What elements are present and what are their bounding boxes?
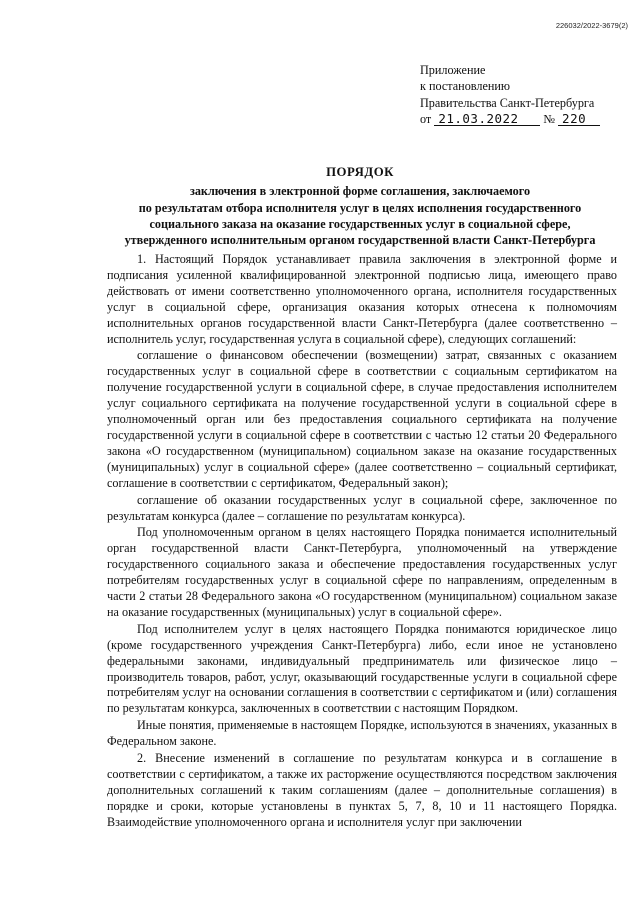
- from-label: от: [420, 112, 432, 127]
- heading-line: по результатам отбора исполнителя услуг в целях исполнения государственного: [138, 200, 582, 215]
- document-body: [107, 252, 617, 832]
- appendix-block: [420, 62, 600, 128]
- appendix-line-2: к постановлению: [420, 79, 511, 94]
- heading-line: заключения в электронной форме соглашения, заключаемого: [189, 184, 531, 199]
- decree-date: 21.03.2022: [434, 112, 540, 126]
- heading-line: социального заказа на оказание государственных услуг в социальной сфере,: [149, 216, 571, 231]
- paragraph: Под исполнителем услуг в целях настоящего Порядка понимаются юридическое лицо (кроме государственного учреждения Санкт-Петербурга) либо, если иное не установлено федеральными законами, индивидуальный предприниматель или физическое лицо – производитель товаров, работ, услуг, оказывающий государственные услуги в социальной сфере потребителям услуг на основании соглашения в соответствии с сертификатом и (или) соглашения по результатам конкурса, заключенных в соответствии с настоящим Порядком.: [107, 621, 617, 716]
- paragraph: 1. Настоящий Порядок устанавливает правила заключения в электронной форме и подписания усиленной квалифицированной электронной подписью лица, имеющего право действовать от имени соответственно уполномоченного органа, исполнителя государственных услуг в социальной сфере, организация оказания которых отнесена к полномочиям исполнительных органов государственной власти Санкт-Петербурга (далее соответственно – исполнитель услуг, государственная услуга в социальной сфере), следующих соглашений:: [107, 252, 617, 346]
- document-heading: [100, 164, 620, 248]
- decree-number: 220: [558, 112, 600, 126]
- paragraph: соглашение об оказании государственных услуг в социальной сфере, заключенное по результатам конкурса (далее – соглашение по результатам конкурса).: [107, 492, 617, 523]
- appendix-line-1: Приложение: [420, 63, 486, 77]
- paragraph: соглашение о финансовом обеспечении (возмещении) затрат, связанных с оказанием государственных услуг в социальной сфере в соответствии с социальным сертификатом на получение государственной услуги в социальной сфере, в случае предоставления исполнителем услуг социального сертификата на получение государственной услуги в социальной сфере в уполномоченный орган или без предоставления социального сертификата на получение государственной услуги в социальной сфере в соответствии с частью 12 статьи 20 Федерального закона «О государственном (муниципальном) социальном заказе на оказание государственных (муниципальных) услуг в социальной сфере» (далее соответственно – социальный сертификат, соглашение в соответствии с сертификатом, Федеральный закон);: [107, 348, 617, 490]
- number-label: №: [543, 112, 555, 127]
- appendix-date-row: [420, 111, 600, 127]
- document-title: ПОРЯДОК: [326, 165, 394, 179]
- appendix-line-3: Правительства Санкт-Петербурга: [420, 95, 595, 110]
- paragraph: 2. Внесение изменений в соглашение по результатам конкурса и в соглашение в соответствии с сертификатом, а также их расторжение осуществляются посредством заключения дополнительных соглашений к таким соглашениям (далее – дополнительные соглашения) в порядке и сроки, которые установлены в пунктах 5, 7, 8, 10 и 11 настоящего Порядка. Взаимодействие уполномоченного органа и исполнителя услуг при заключении: [107, 751, 617, 829]
- paragraph: Под уполномоченным органом в целях настоящего Порядка понимается исполнительный орган государственной власти Санкт-Петербурга, уполномоченный на утверждение государственного социального заказа и обеспечение предоставления государственных услуг потребителям государственных услуг в социальной сфере по направлениям, определенным в части 2 статьи 28 Федерального закона «О государственном (муниципальном) социальном заказе на оказание государственных (муниципальных) услуг в социальной сфере».: [107, 525, 617, 619]
- heading-line: утвержденного исполнительным органом государственной власти Санкт-Петербурга: [124, 233, 596, 248]
- document-id: 226032/2022-3679(2): [555, 21, 628, 30]
- paragraph: Иные понятия, применяемые в настоящем Порядке, используются в значениях, указанных в Федеральном законе.: [107, 718, 617, 749]
